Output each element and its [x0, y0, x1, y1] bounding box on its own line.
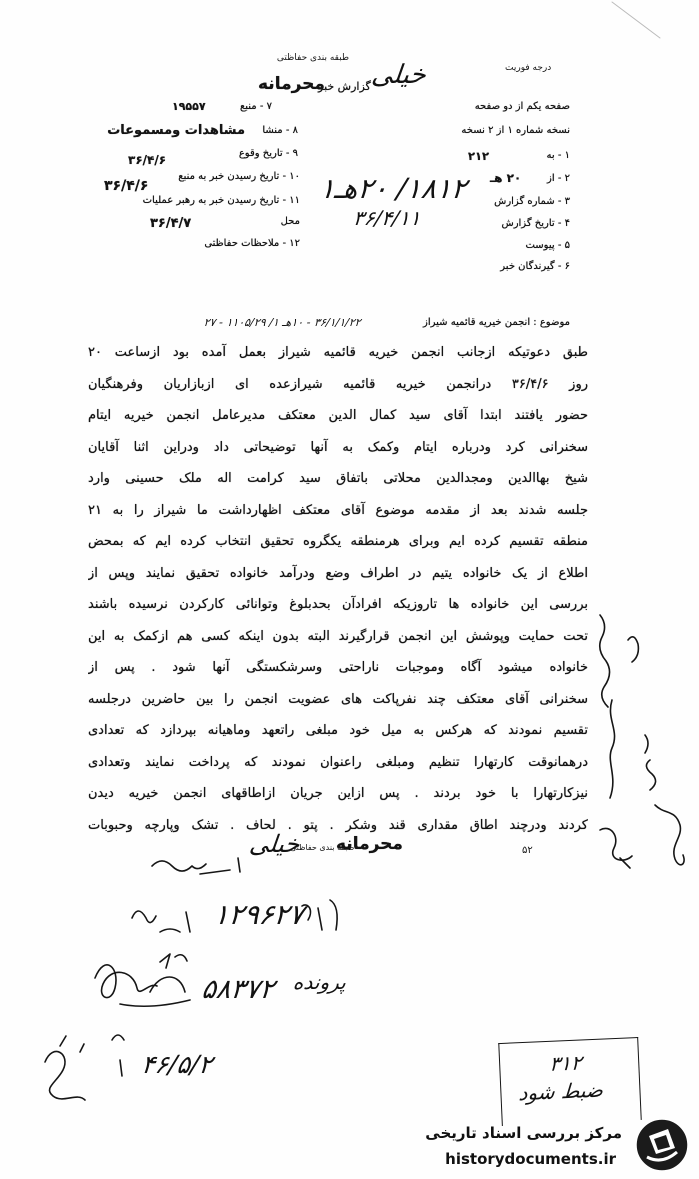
subject-line: موضوع : انجمن خیریه قائمیه شیراز	[423, 317, 570, 328]
report-date-field: ۴ - تاریخ گزارش	[501, 218, 570, 229]
body-line	[88, 657, 588, 679]
watermark-title: مرکز بررسی اسناد تاریخی	[425, 1124, 622, 1142]
body-line-text: روز ۳۶/۴/۶ درانجمن خیریه قائمیه شیرازعده ای ازبازاریان وفرهنگیان	[88, 376, 588, 392]
operations-received-date-label: ۱۱ - تاریخ رسیدن خبر به رهبر عملیات	[142, 195, 300, 206]
source-received-date-label: ۱۰ - تاریخ رسیدن خبر به منبع	[178, 171, 300, 182]
margin-scribble	[600, 828, 632, 868]
to-field-label: ۱ - به	[546, 150, 570, 161]
date-scribble	[45, 1036, 85, 1100]
handwritten-prefix-top: خیلی	[370, 60, 428, 90]
event-date-label: ۹ - تاریخ وقوع	[238, 148, 298, 159]
handwritten-prefix-footer: خیلی	[248, 830, 301, 858]
page-number: ۵۲	[522, 845, 533, 856]
source-received-date-value: ۳۶/۴/۶	[104, 178, 149, 194]
body-line-text: تحت حمایت وپوشش این انجمن قرارگیرند البته بدون اینکه کسی هم ازکمک به این	[88, 628, 588, 644]
body-line	[88, 342, 588, 364]
source-field-value: ۱۹۵۵۷	[172, 100, 206, 113]
copy-number-field: نسخه شماره ۱ از ۲ نسخه	[461, 125, 570, 136]
from-field-value: ۲۰ هـ	[490, 171, 522, 185]
event-date-value: ۳۶/۴/۶	[128, 153, 167, 167]
footer-scribble	[152, 858, 240, 874]
classification-label-top: طبقه بندی حفاظتی	[276, 53, 350, 63]
body-line	[88, 626, 588, 648]
source-field-label: ۷ - منبع	[239, 101, 272, 112]
registration-number: ۱۲۹۶۲۷	[212, 898, 306, 931]
classification-stamp-footer: محرمانه	[336, 834, 403, 854]
body-line	[88, 783, 588, 805]
origin-field-value: مشاهدات ومسموعات	[107, 123, 245, 138]
signature-scribble	[95, 954, 190, 1006]
body-line	[88, 531, 588, 553]
registration-serial: ۱۸۱۲/ ۲۰هـ۱	[318, 172, 469, 205]
body-line-text: منطقه تقسیم کرده ایم وبرای هرمنطقه یکگروه تحقیق انتخاب کرده ایم که بمحض	[88, 534, 588, 549]
security-remarks-label: ۱۲ - ملاحظات حفاظتی	[204, 238, 300, 249]
registration-date: ۳۶/۴/۱۱	[352, 206, 422, 230]
body-line-text: سخنرانی کرد ودرباره ایتام وکمک به آنها توضیحاتی داد ودراین اثنا آقایان	[88, 439, 588, 455]
origin-field-label: ۸ - منشا	[262, 125, 298, 136]
body-line	[88, 752, 588, 774]
location-date-value: ۳۶/۴/۷	[150, 216, 192, 231]
location-label: محل	[280, 216, 300, 227]
body-line-text: حضور یافتند ابتدا آقای سید کمال الدین معتکف مدیرعامل انجمن خیریه ایتام	[88, 408, 588, 423]
margin-scribble	[645, 735, 656, 790]
body-line-text: درهمانوقت کارتهارا تنظیم ومبلغی راعنوان نمودند که پرداخت نمایند وتعدادی	[88, 754, 588, 770]
body-line	[88, 374, 588, 396]
body-line	[88, 500, 588, 522]
to-field-value: ۲۱۲	[468, 149, 490, 163]
body-line-text: سخنرانی آقای معتکف چند نفرپاکت های عضویت انجمن را بین حاضرین درجلسه	[88, 691, 588, 707]
body-line-text: اطلاع از یک خانواده یتیم در اطراف وضع ودرآمد خانواده تحقیق نمایند وپس از	[88, 565, 588, 581]
center-scribble	[112, 1035, 124, 1076]
report-type: گزارش خبر	[318, 80, 371, 93]
file-number: ۵۸۳۷۲	[200, 974, 276, 1005]
archive-logo-icon	[634, 1117, 690, 1173]
subject-reference: ۳۶/۱/۱/۲۲ - ۱۰هـ ۱/ ۱۱۰۵/۲۹ - ۲۷	[203, 316, 362, 329]
body-line	[88, 405, 588, 427]
body-line-text: جلسه شدند بعد از مقدمه موضوع آقای معتکف اظهارداشت ما شیراز را به ۲۱	[88, 502, 588, 518]
body-line	[88, 689, 588, 711]
note-scribble	[132, 911, 190, 932]
body-line	[88, 437, 588, 459]
archive-instruction: ضبط شود	[517, 1077, 604, 1106]
urgency-label: درجه فوریت	[505, 63, 552, 73]
classification-stamp-top: محرمانه	[258, 74, 325, 94]
file-label: پرونده	[292, 970, 348, 994]
body-line	[88, 720, 588, 742]
margin-scribble	[655, 805, 684, 865]
scan-mark	[612, 2, 660, 38]
body-line-text: طبق دعوتیکه ازجانب انجمن خیریه قائمیه شیراز بعمل آمده بود ازساعت ۲۰	[88, 345, 588, 360]
body-line	[88, 594, 588, 616]
page-count-field: صفحه یکم از دو صفحه	[474, 101, 570, 112]
body-line-text: تقسیم نمودند که هرکس به میل خود مبلغی راتعهد وماهیانه بپردازد که تعدادی	[88, 723, 588, 738]
handwritten-date: ۴۶/۵/۲	[140, 1050, 214, 1079]
margin-scribble	[628, 637, 638, 662]
attachment-field: ۵ - پیوست	[525, 240, 570, 251]
archive-number: ۳۱۲	[548, 1050, 583, 1076]
body-line	[88, 563, 588, 585]
body-line-text: بررسی این خانواده ها تاروزیکه افرادآن بحدبلوغ وتوانائی کارکردن نرسیده باشند	[88, 597, 588, 612]
classification-label-footer: طبقه بندی حفاظتی	[290, 843, 355, 852]
body-line-text: نیزکارتهارا با خود بردند . پس ازاین جریان ازاطاقهای انجمن خیریه دیدن	[88, 786, 588, 801]
body-line-text: کردند ودرچند اطاق مقداری قند وشکر . پتو . لحاف . تشک وپارچه وحبوبات	[88, 817, 588, 833]
archive-stamp-box	[498, 1037, 641, 1126]
margin-scribble	[610, 700, 615, 798]
margin-scribble	[600, 615, 610, 707]
watermark-url: historydocuments.ir	[445, 1150, 616, 1168]
note-scribble	[302, 900, 337, 930]
body-line-text: خانواده میشود آگاه وموجبات ناراحتی وسرشکستگی آنها شود . پس از	[88, 660, 588, 675]
recipients-field: ۶ - گیرندگان خبر	[500, 261, 570, 272]
from-field-label: ۲ - از	[547, 173, 570, 184]
report-number-field: ۳ - شماره گزارش	[494, 196, 570, 207]
body-line-text: شیخ بهاالدین ومجدالدین محلاتی باتفاق سید کرامت اله ملک حسینی وارد	[88, 471, 588, 486]
body-line	[88, 468, 588, 490]
